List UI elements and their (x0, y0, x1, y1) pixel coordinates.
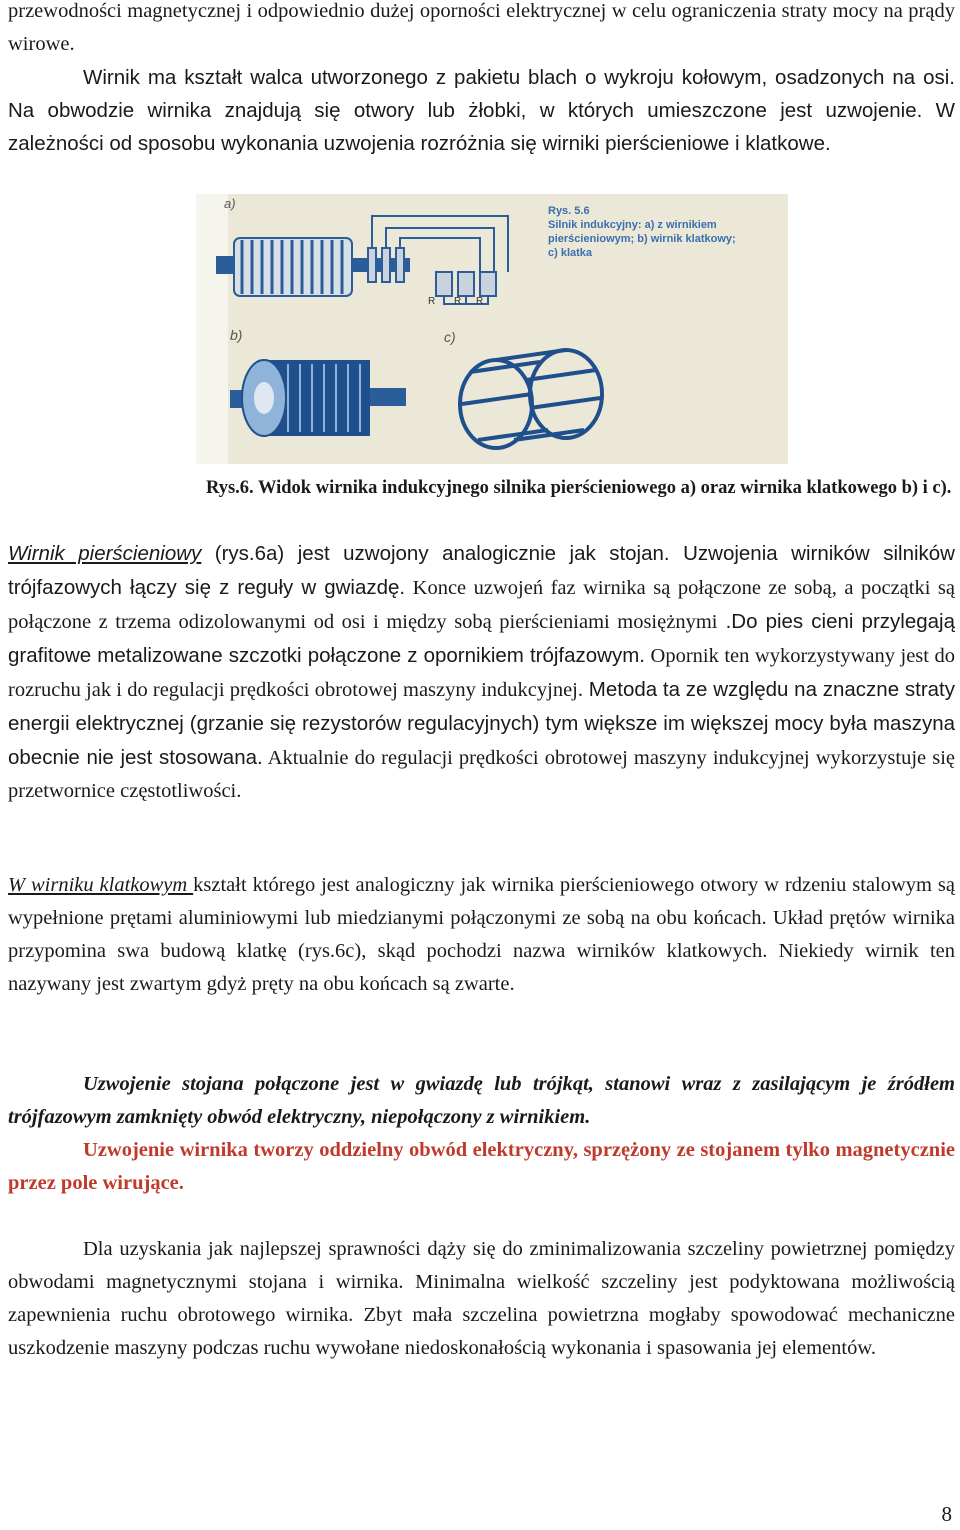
rotor-illustration (196, 194, 788, 464)
cage-text: kształt którego jest analogiczny jak wirnika pierścieniowego otwory w rdzeniu stalowym są wypełnione prętami aluminiowymi lub miedzianymi połączonymi ze sobą na obu końcach. Układ prętów wirnika przypomina swa budową klatkę (rys.6c), skąd pochodzi nazwa wirników klatkowych. Niekiedy wirnik ten nazywany jest zwartym gdyż pręty na obu końcach są zwarte. (8, 874, 955, 995)
paragraph-stator-emphasis (8, 1068, 955, 1134)
stator-emphasis-text: Uzwojenie stojana połączone jest w gwiazdę lub trójkąt, stanowi wraz z zasilającym je źródłem trójfazowym zamknięty obwód elektryczny, niepołączony z wirnikiem. (8, 1073, 955, 1128)
paragraph-intro-text: przewodności magnetycznej i odpowiednio dużej oporności elektrycznej w celu ograniczenia straty mocy na prądy wirowe. (8, 0, 955, 55)
figure-caption: Rys.6. Widok wirnika indukcyjnego silnika pierścieniowego a) oraz wirnika klatkowego b) i c). (206, 478, 952, 498)
cage-rotor (230, 360, 406, 436)
paragraph-cage (8, 869, 955, 1001)
paragraph-rotor-emphasis (8, 1134, 955, 1200)
term-cage-rotor: W wirniku klatkowym (8, 874, 194, 896)
rotor-emphasis-text: Uzwojenie wirnika tworzy oddzielny obwód elektryczny, sprzężony ze stojanem tylko magnetycznie przez pole wirujące. (8, 1139, 955, 1194)
figure-label-c: c) (444, 329, 456, 345)
svg-text:R: R (454, 296, 462, 307)
paragraph-slip-ring (8, 537, 955, 808)
figure-label-b: b) (230, 327, 243, 343)
paragraph-intro (8, 0, 955, 61)
slip-ring-text-5: Metoda ta ze względu na znaczne straty energii elektrycznej (grzanie się rezystorów regulacyjnych) tym większe im większej mocy była maszyna obecnie nie jest stosowana. (8, 678, 956, 769)
figure-inner-caption (548, 205, 736, 259)
svg-text:Rys. 5.6: Rys. 5.6 (548, 205, 590, 217)
rotor-figure (196, 194, 788, 464)
paragraph-rotor-shape (8, 61, 955, 160)
svg-text:Silnik indukcyjny: a) z wirnik: Silnik indukcyjny: a) z wirnikiem (548, 219, 717, 231)
air-gap-text: Dla uzyskania jak najlepszej sprawności dąży się do zminimalizowania szczeliny powietrznej pomiędzy obwodami magnetycznymi stojana i wirnika. Minimalna wielkość szczeliny jest podyktowana możliwością zapewnienia ruchu obrotowego wirnika. Zbyt mała szczelina powietrzna mogłaby spowodować mechaniczne uszkodzenie maszyny podczas ruchu wywołane niedoskonałością wykonania i spasowania jej elementów. (8, 1238, 955, 1359)
slip-ring-text-1: (rys.6a) jest uzwojony analogicznie jak stojan. Uzwojenia wirników silników trójfazowych łączy się z reguły w gwiazdę. (8, 542, 955, 599)
page-number: 8 (941, 1502, 952, 1526)
paragraph-rotor-shape-text: Wirnik ma kształt walca utworzonego z pakietu blach o wykroju kołowym, osadzonych na osi. Na obwodzie wirnika znajdują się otwory lub żłobki, w których umieszczone jest uzwojenie. W zależności od sposobu wykonania uzwojenia rozróżnia się wirniki pierścieniowe i klatkowe. (8, 66, 955, 155)
paragraph-air-gap (8, 1233, 955, 1365)
resistor-labels (428, 296, 483, 307)
term-slip-ring-rotor: Wirnik pierścieniowy (8, 542, 202, 565)
slip-ring-rotor (216, 216, 508, 304)
cage (460, 350, 602, 448)
slip-ring-text-6: Aktualnie do regulacji prędkości obrotowej maszyny indukcyjnej wykorzystuje się przetwornice częstotliwości. (8, 747, 955, 802)
slip-ring-text-4: Opornik ten wykorzystywany jest do rozruchu jak i do regulacji prędkości obrotowej maszyny indukcyjnej. (8, 645, 955, 701)
slip-ring-text-3: .Do pies cieni przylegają grafitowe metalizowane szczotki połączone z opornikiem trójfazowym. (8, 610, 955, 667)
svg-text:R: R (428, 296, 436, 307)
svg-text:R: R (476, 296, 484, 307)
figure-label-a: a) (224, 196, 236, 211)
slip-ring-text-2: Konce uzwojeń faz wirnika są połączone ze sobą, a początki są połączone z trzema odizolowanymi od osi i między sobą pierścieniami mosiężnymi (8, 577, 955, 633)
svg-text:pierścieniowym; b) wirnik klat: pierścieniowym; b) wirnik klatkowy; (548, 233, 736, 245)
svg-text:c) klatka: c) klatka (548, 247, 593, 259)
